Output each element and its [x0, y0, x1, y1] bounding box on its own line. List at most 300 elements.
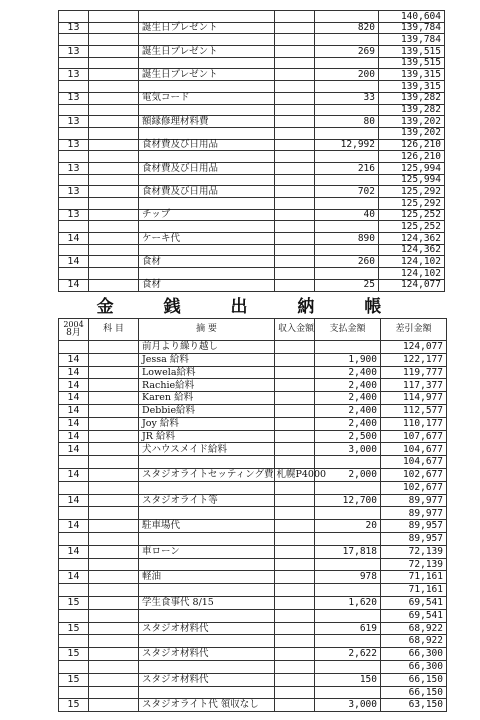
- row-description: [139, 198, 275, 210]
- row-expense: [315, 198, 379, 210]
- row-expense: [315, 609, 381, 622]
- row-day: [59, 635, 89, 648]
- row-category: [89, 69, 139, 81]
- row-category: [89, 256, 139, 268]
- row-expense: [315, 635, 381, 648]
- row-income: [275, 686, 315, 699]
- table-row: [59, 660, 447, 673]
- table-row: [59, 622, 447, 635]
- row-category: [89, 116, 139, 128]
- row-category: [89, 139, 139, 151]
- row-description: [139, 584, 275, 597]
- row-balance: 125,994: [379, 174, 445, 186]
- ledger-bottom-body: [59, 341, 447, 712]
- row-category: [89, 430, 139, 443]
- row-expense: 80: [315, 116, 379, 128]
- row-description: Debbie給料: [139, 404, 275, 417]
- row-income: [275, 494, 315, 507]
- row-day: 14: [59, 353, 89, 366]
- row-income: [275, 379, 315, 392]
- row-expense: 702: [315, 186, 379, 198]
- table-row: [59, 596, 447, 609]
- table-row: [59, 443, 447, 456]
- table-row: [59, 353, 447, 366]
- row-expense: [315, 558, 381, 571]
- row-day: 15: [59, 699, 89, 712]
- row-income: [275, 635, 315, 648]
- row-expense: [315, 81, 379, 93]
- row-expense: 2,400: [315, 366, 381, 379]
- row-day: [59, 81, 89, 93]
- row-description: 学生食事代 8/15: [139, 596, 275, 609]
- table-row: [59, 81, 445, 93]
- row-balance: 89,957: [381, 532, 447, 545]
- row-balance: 125,292: [379, 198, 445, 210]
- row-income: [275, 430, 315, 443]
- table-row: [59, 699, 447, 712]
- row-day: 15: [59, 648, 89, 661]
- row-description: [139, 660, 275, 673]
- row-description: Joy 給料: [139, 417, 275, 430]
- row-category: [89, 366, 139, 379]
- header-month: 8月: [66, 328, 81, 338]
- row-day: 14: [59, 404, 89, 417]
- row-category: [89, 532, 139, 545]
- row-income: [275, 558, 315, 571]
- row-day: 13: [59, 22, 89, 34]
- table-row: [59, 404, 447, 417]
- row-category: [89, 648, 139, 661]
- row-expense: [315, 34, 379, 46]
- row-balance: 104,677: [381, 456, 447, 469]
- row-expense: [315, 507, 381, 520]
- table-row: [59, 174, 445, 186]
- row-expense: 25: [315, 279, 379, 291]
- table-row: [59, 392, 447, 405]
- row-description: [139, 268, 275, 280]
- row-day: [59, 104, 89, 116]
- row-balance: 124,362: [379, 233, 445, 245]
- row-category: [89, 404, 139, 417]
- row-expense: 150: [315, 673, 381, 686]
- row-income: [275, 443, 315, 456]
- table-row: [59, 11, 445, 23]
- table-row: [59, 430, 447, 443]
- row-expense: [315, 481, 381, 494]
- row-day: [59, 127, 89, 139]
- row-expense: 2,400: [315, 417, 381, 430]
- row-income: [275, 116, 315, 128]
- header-expense: 支払金額: [315, 319, 381, 341]
- row-day: 14: [59, 571, 89, 584]
- row-balance: 124,077: [379, 279, 445, 291]
- table-row: [59, 22, 445, 34]
- row-balance: 66,150: [381, 673, 447, 686]
- row-day: 14: [59, 468, 89, 481]
- row-balance: 140,604: [379, 11, 445, 23]
- table-row: [59, 151, 445, 163]
- row-balance: 66,150: [381, 686, 447, 699]
- row-balance: 104,677: [381, 443, 447, 456]
- table-row: [59, 209, 445, 221]
- row-category: [89, 57, 139, 69]
- row-balance: 110,177: [381, 417, 447, 430]
- table-row: [59, 57, 445, 69]
- row-expense: [315, 221, 379, 233]
- row-balance: 71,161: [381, 584, 447, 597]
- row-expense: [315, 151, 379, 163]
- row-category: [89, 46, 139, 58]
- ledger-table-top: [58, 10, 445, 292]
- table-row: [59, 244, 445, 256]
- row-category: [89, 507, 139, 520]
- header-category: 科 目: [89, 319, 139, 341]
- row-balance: 69,541: [381, 596, 447, 609]
- row-category: [89, 221, 139, 233]
- header-date: [59, 319, 89, 341]
- row-category: [89, 622, 139, 635]
- row-category: [89, 481, 139, 494]
- table-row: [59, 221, 445, 233]
- row-expense: 2,400: [315, 404, 381, 417]
- row-balance: 126,210: [379, 151, 445, 163]
- row-income: [275, 244, 315, 256]
- row-day: [59, 11, 89, 23]
- row-expense: 216: [315, 162, 379, 174]
- table-row: [59, 104, 445, 116]
- row-category: [89, 186, 139, 198]
- row-income: [275, 392, 315, 405]
- row-description: 食材費及び日用品: [139, 139, 275, 151]
- row-income: [275, 571, 315, 584]
- row-income: [275, 34, 315, 46]
- row-income: [275, 11, 315, 23]
- header-balance: 差引金額: [381, 319, 447, 341]
- row-category: [89, 279, 139, 291]
- table-row: [59, 268, 445, 280]
- row-category: [89, 162, 139, 174]
- table-row: [59, 34, 445, 46]
- row-expense: 2,000: [315, 468, 381, 481]
- table-row: [59, 256, 445, 268]
- header-description: 摘 要: [139, 319, 275, 341]
- row-description: 食材費及び日用品: [139, 186, 275, 198]
- table-row: [59, 186, 445, 198]
- row-description: [139, 81, 275, 93]
- row-expense: [315, 268, 379, 280]
- row-income: [275, 139, 315, 151]
- row-category: [89, 660, 139, 673]
- table-row: [59, 116, 445, 128]
- row-expense: 17,818: [315, 545, 381, 558]
- table-row: [59, 379, 447, 392]
- row-description: スタジオ材料代: [139, 673, 275, 686]
- row-day: 13: [59, 139, 89, 151]
- row-day: 13: [59, 69, 89, 81]
- row-expense: 619: [315, 622, 381, 635]
- row-income: [275, 622, 315, 635]
- row-expense: [315, 174, 379, 186]
- row-balance: 139,202: [379, 127, 445, 139]
- row-description: [139, 34, 275, 46]
- row-expense: 20: [315, 520, 381, 533]
- row-description: [139, 532, 275, 545]
- row-category: [89, 34, 139, 46]
- row-expense: 2,500: [315, 430, 381, 443]
- row-category: [89, 341, 139, 354]
- row-description: [139, 104, 275, 116]
- row-day: [59, 268, 89, 280]
- table-row: [59, 468, 447, 481]
- row-category: [89, 468, 139, 481]
- row-description: [139, 11, 275, 23]
- row-description: JR 給料: [139, 430, 275, 443]
- row-description: [139, 151, 275, 163]
- row-balance: 125,252: [379, 209, 445, 221]
- row-description: [139, 57, 275, 69]
- row-income: [275, 507, 315, 520]
- row-description: 食材: [139, 279, 275, 291]
- row-description: 額縁修理材料費: [139, 116, 275, 128]
- header-year: 2004: [63, 320, 84, 329]
- row-balance: 63,150: [381, 699, 447, 712]
- row-day: [59, 481, 89, 494]
- row-category: [89, 635, 139, 648]
- table-row: [59, 46, 445, 58]
- row-expense: 2,400: [315, 392, 381, 405]
- row-income: [275, 46, 315, 58]
- row-income: [275, 279, 315, 291]
- row-balance: 126,210: [379, 139, 445, 151]
- row-day: 13: [59, 116, 89, 128]
- ledger-header-row: [59, 319, 447, 341]
- row-description: 食材費及び日用品: [139, 162, 275, 174]
- row-day: 15: [59, 596, 89, 609]
- row-description: 車ローン: [139, 545, 275, 558]
- ledger-title: 金 銭 出 納 帳: [96, 297, 404, 317]
- row-expense: [315, 341, 381, 354]
- row-expense: 269: [315, 46, 379, 58]
- table-row: [59, 494, 447, 507]
- row-expense: 3,000: [315, 443, 381, 456]
- row-income: [275, 584, 315, 597]
- row-day: 14: [59, 494, 89, 507]
- row-balance: 124,362: [379, 244, 445, 256]
- row-income: [275, 648, 315, 661]
- table-row: [59, 673, 447, 686]
- table-row: [59, 233, 445, 245]
- table-row: [59, 341, 447, 354]
- row-balance: 139,282: [379, 92, 445, 104]
- row-expense: 820: [315, 22, 379, 34]
- row-expense: 978: [315, 571, 381, 584]
- row-category: [89, 443, 139, 456]
- row-balance: 139,515: [379, 57, 445, 69]
- row-expense: 2,400: [315, 379, 381, 392]
- row-day: [59, 174, 89, 186]
- row-balance: 125,252: [379, 221, 445, 233]
- row-category: [89, 558, 139, 571]
- row-day: 13: [59, 162, 89, 174]
- row-day: 13: [59, 186, 89, 198]
- table-row: [59, 366, 447, 379]
- row-balance: 122,177: [381, 353, 447, 366]
- row-income: [275, 174, 315, 186]
- row-income: [275, 69, 315, 81]
- table-row: [59, 456, 447, 469]
- row-category: [89, 392, 139, 405]
- row-expense: 1,620: [315, 596, 381, 609]
- row-day: 14: [59, 392, 89, 405]
- row-balance: 71,161: [381, 571, 447, 584]
- row-day: 13: [59, 209, 89, 221]
- row-income: [275, 404, 315, 417]
- row-category: [89, 686, 139, 699]
- row-income: [275, 22, 315, 34]
- row-expense: 200: [315, 69, 379, 81]
- row-category: [89, 151, 139, 163]
- table-row: [59, 481, 447, 494]
- row-day: 14: [59, 256, 89, 268]
- row-category: [89, 520, 139, 533]
- row-day: [59, 244, 89, 256]
- row-category: [89, 699, 139, 712]
- row-day: [59, 221, 89, 233]
- row-category: [89, 609, 139, 622]
- row-category: [89, 233, 139, 245]
- row-day: 15: [59, 622, 89, 635]
- row-description: スタジオライトセッティング費 札幌P4000: [139, 468, 275, 481]
- row-income: [275, 596, 315, 609]
- row-income: [275, 481, 315, 494]
- row-balance: 66,300: [381, 648, 447, 661]
- row-category: [89, 244, 139, 256]
- table-row: [59, 584, 447, 597]
- row-category: [89, 198, 139, 210]
- row-expense: [315, 686, 381, 699]
- table-row: [59, 558, 447, 571]
- row-description: [139, 507, 275, 520]
- row-day: [59, 609, 89, 622]
- row-expense: [315, 532, 381, 545]
- row-description: チップ: [139, 209, 275, 221]
- row-income: [275, 353, 315, 366]
- table-row: [59, 532, 447, 545]
- row-day: 14: [59, 520, 89, 533]
- row-description: [139, 127, 275, 139]
- table-row: [59, 545, 447, 558]
- row-balance: 89,977: [381, 507, 447, 520]
- row-balance: 139,784: [379, 22, 445, 34]
- row-balance: 66,300: [381, 660, 447, 673]
- row-description: Lowela給料: [139, 366, 275, 379]
- row-balance: 125,994: [379, 162, 445, 174]
- row-expense: 12,992: [315, 139, 379, 151]
- row-category: [89, 174, 139, 186]
- row-description: Rachie給料: [139, 379, 275, 392]
- row-day: [59, 686, 89, 699]
- row-day: [59, 660, 89, 673]
- table-row: [59, 507, 447, 520]
- row-balance: 125,292: [379, 186, 445, 198]
- table-row: [59, 198, 445, 210]
- row-description: [139, 174, 275, 186]
- table-row: [59, 279, 445, 291]
- row-income: [275, 209, 315, 221]
- row-income: [275, 456, 315, 469]
- row-expense: 260: [315, 256, 379, 268]
- row-income: [275, 221, 315, 233]
- row-income: [275, 673, 315, 686]
- row-income: [275, 198, 315, 210]
- row-expense: [315, 456, 381, 469]
- row-income: [275, 127, 315, 139]
- table-row: [59, 571, 447, 584]
- row-balance: 119,777: [381, 366, 447, 379]
- row-expense: [315, 127, 379, 139]
- row-income: [275, 699, 315, 712]
- row-description: [139, 456, 275, 469]
- row-description: スタジオライト代 領収なし: [139, 699, 275, 712]
- ledger-top-body: [59, 11, 445, 292]
- row-day: 14: [59, 417, 89, 430]
- ledger-table-bottom: [58, 318, 447, 712]
- row-category: [89, 545, 139, 558]
- table-row: [59, 139, 445, 151]
- row-category: [89, 456, 139, 469]
- row-expense: [315, 660, 381, 673]
- row-day: 13: [59, 92, 89, 104]
- row-income: [275, 256, 315, 268]
- row-balance: 139,282: [379, 104, 445, 116]
- row-income: [275, 341, 315, 354]
- row-balance: 68,922: [381, 622, 447, 635]
- row-income: [275, 609, 315, 622]
- row-income: [275, 268, 315, 280]
- row-description: Karen 給料: [139, 392, 275, 405]
- row-expense: [315, 57, 379, 69]
- row-day: 14: [59, 443, 89, 456]
- row-expense: 890: [315, 233, 379, 245]
- row-description: 犬ハウスメイド給料: [139, 443, 275, 456]
- row-category: [89, 494, 139, 507]
- row-day: 14: [59, 430, 89, 443]
- row-income: [275, 151, 315, 163]
- row-balance: 139,315: [379, 81, 445, 93]
- row-expense: 2,622: [315, 648, 381, 661]
- row-description: Jessa 給料: [139, 353, 275, 366]
- row-income: [275, 104, 315, 116]
- row-day: 14: [59, 545, 89, 558]
- row-balance: 89,957: [381, 520, 447, 533]
- row-day: 14: [59, 279, 89, 291]
- row-day: 14: [59, 366, 89, 379]
- row-description: 誕生日プレゼント: [139, 22, 275, 34]
- row-balance: 114,977: [381, 392, 447, 405]
- row-expense: 3,000: [315, 699, 381, 712]
- row-category: [89, 596, 139, 609]
- row-expense: [315, 11, 379, 23]
- row-day: [59, 558, 89, 571]
- row-description: スタジオ材料代: [139, 648, 275, 661]
- row-description: スタジオ材料代: [139, 622, 275, 635]
- table-row: [59, 635, 447, 648]
- header-income: 収入金額: [275, 319, 315, 341]
- row-income: [275, 366, 315, 379]
- row-expense: [315, 244, 379, 256]
- row-category: [89, 268, 139, 280]
- row-balance: 124,102: [379, 268, 445, 280]
